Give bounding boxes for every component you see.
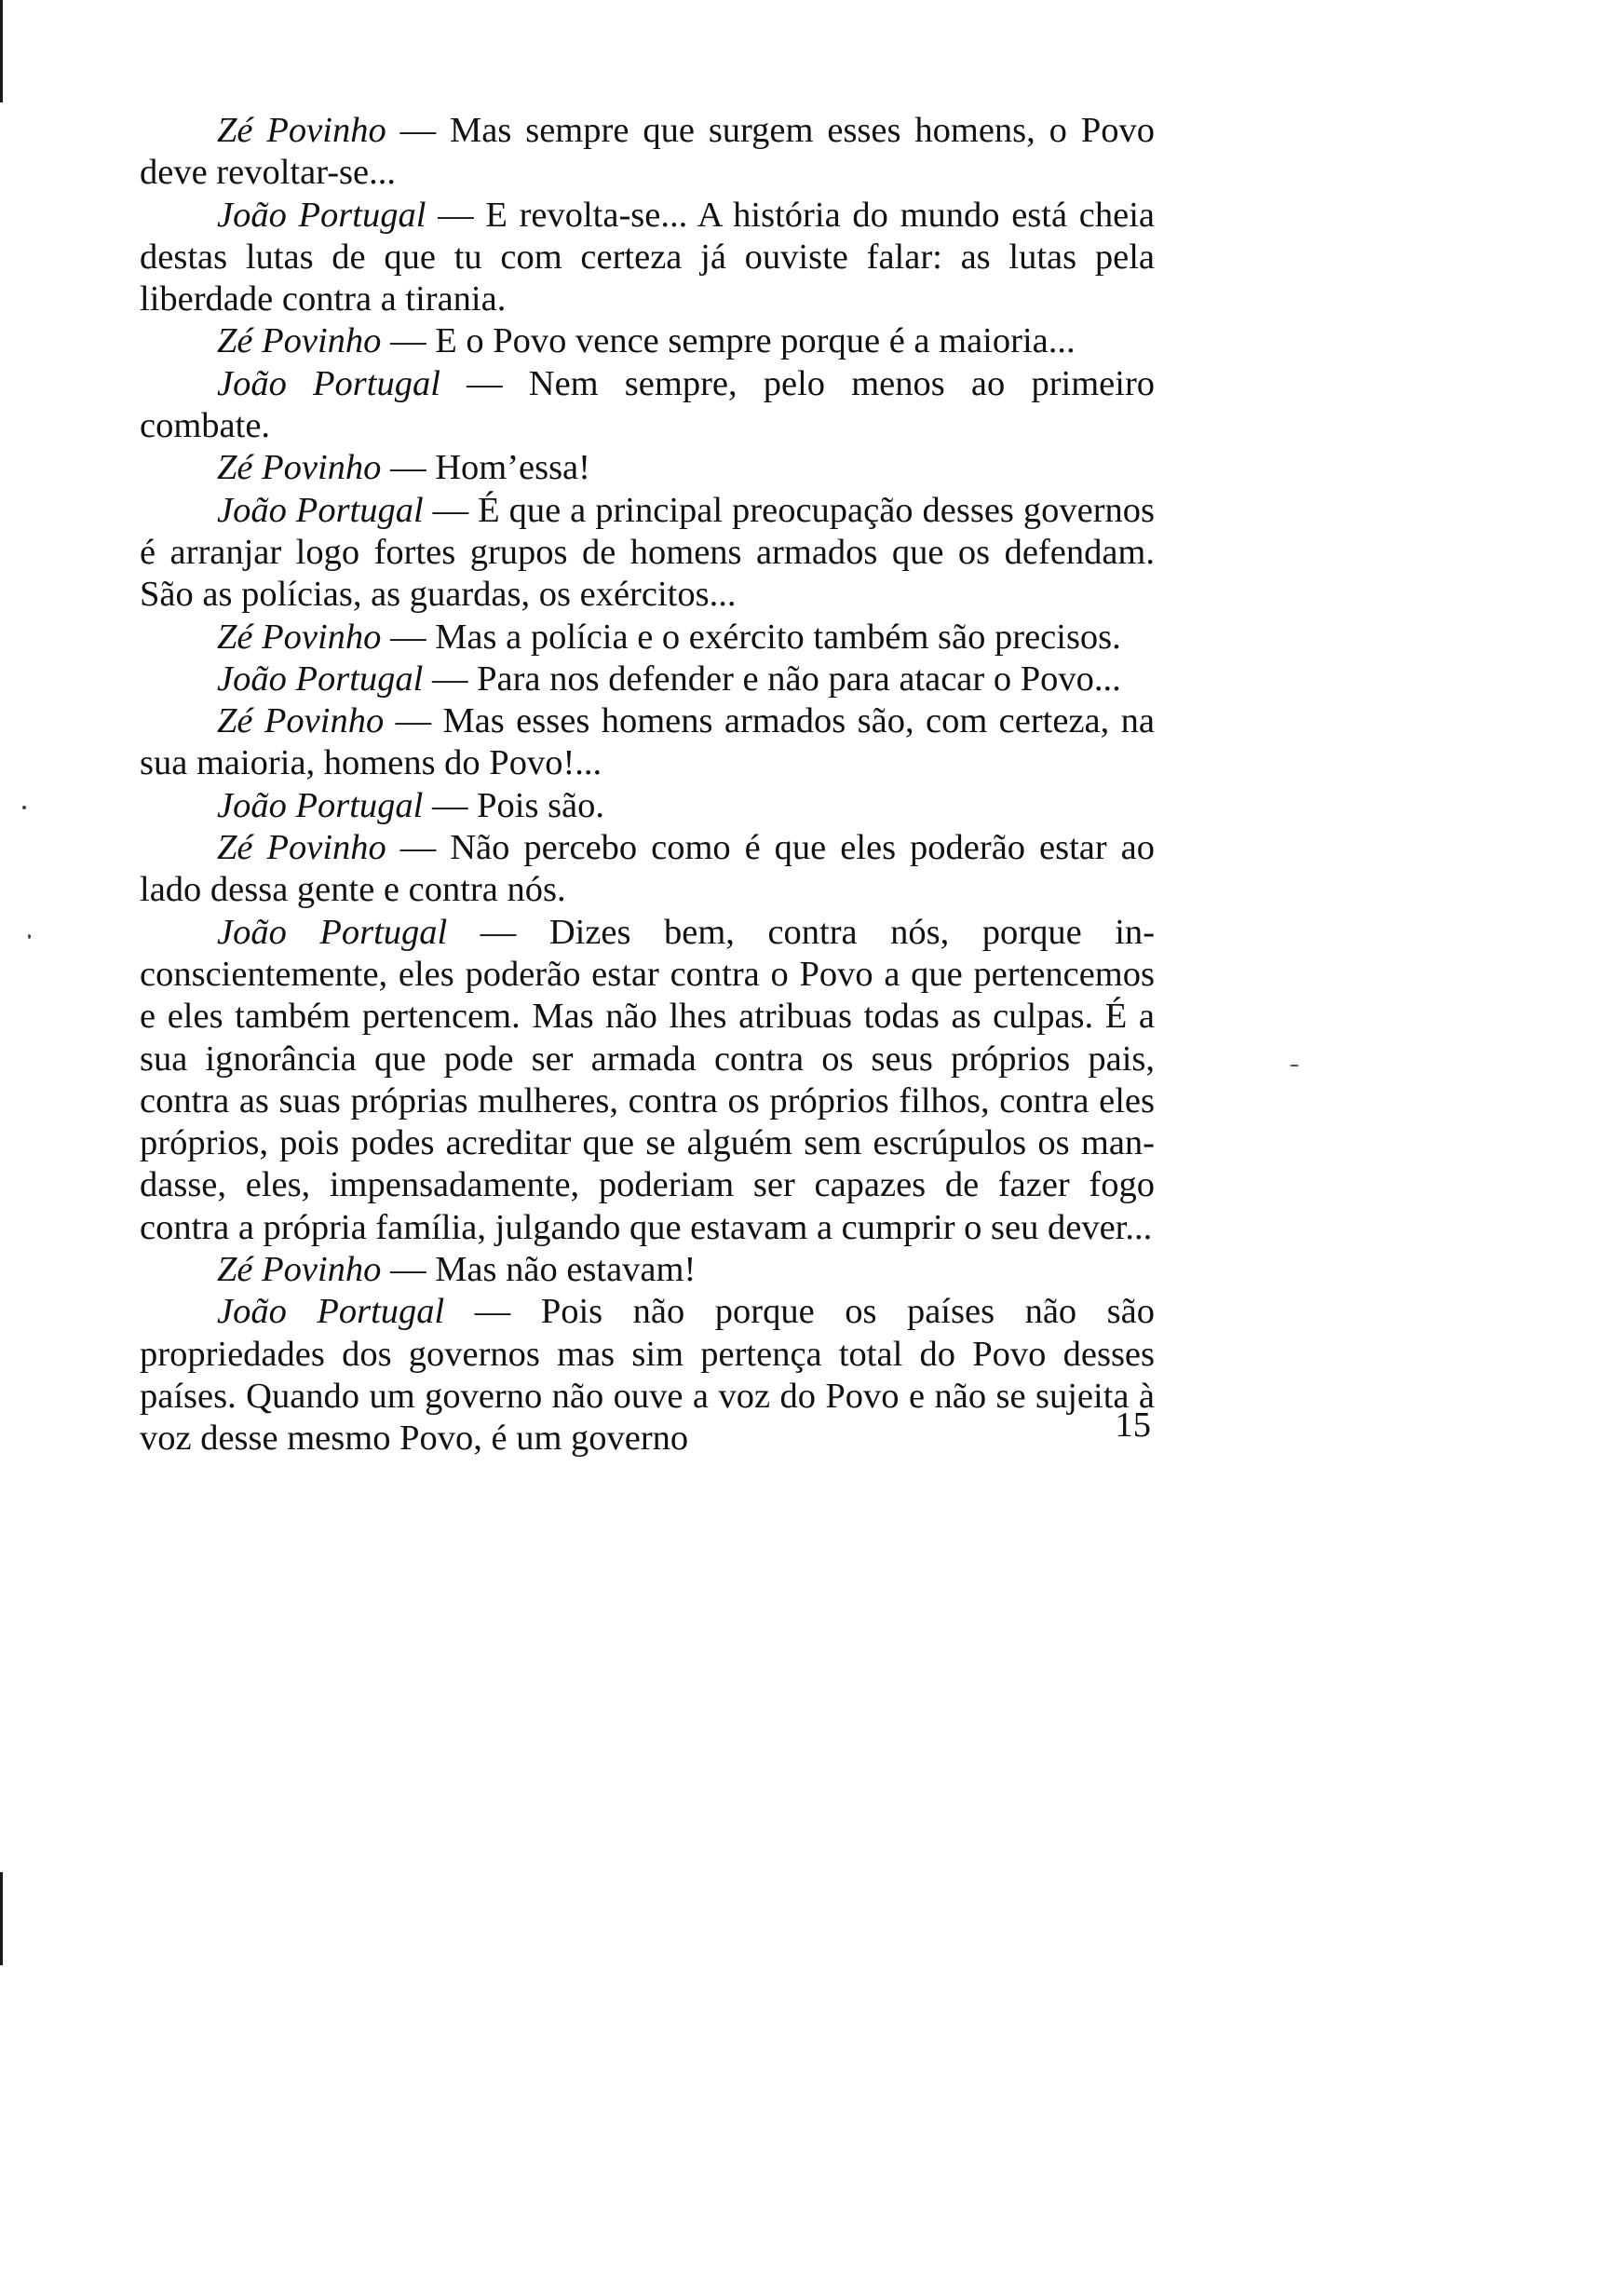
speaker-name: Zé Povinho xyxy=(217,321,382,361)
speaker-name: João Portugal xyxy=(217,659,424,699)
speaker-name: João Portugal xyxy=(217,1292,445,1332)
dialogue-paragraph xyxy=(140,617,1155,659)
dialogue-paragraph xyxy=(140,110,1155,195)
scan-speck xyxy=(1290,1065,1299,1066)
dialogue-line: Mas esses homens armados são, com certeza, na sua maioria, homens do Povo!... xyxy=(140,701,1155,783)
dash-separator: — xyxy=(386,828,451,868)
dash-separator: — xyxy=(423,659,478,699)
speaker-name: Zé Povinho xyxy=(217,1250,382,1290)
dialogue-paragraph xyxy=(140,363,1155,448)
scan-speck xyxy=(28,934,31,939)
dialogue-paragraph xyxy=(140,1249,1155,1291)
dialogue-paragraph xyxy=(140,490,1155,617)
dialogue-paragraph xyxy=(140,912,1155,1249)
speaker-name: Zé Povinho xyxy=(217,828,386,868)
dash-separator: — xyxy=(381,321,436,361)
dialogue-line: Hom’essa! xyxy=(435,448,590,488)
speaker-name: Zé Povinho xyxy=(217,617,382,657)
dialogue-paragraph xyxy=(140,447,1155,489)
dash-separator: — xyxy=(384,701,443,741)
speaker-name: Zé Povinho xyxy=(217,111,386,150)
dialogue-paragraph xyxy=(140,827,1155,912)
dash-separator: — xyxy=(440,363,529,403)
dash-separator: — xyxy=(381,1250,436,1290)
dialogue-line: Dizes bem, contra nós, porque inconscientemente, eles poderão estar contra o Povo a que pertencemos e eles também pertencem. Mas não lhes atribuas todas as culpas. É a sua ignorância que pode ser armada contra os seus próprios pais, contra as suas próprias mulheres, contra os próprios filhos, contra eles próprios, pois podes acreditar que se alguém sem escrúpulos os mandasse, eles, impensadamente, poderiam ser capazes de fazer fogo contra a própria família, julgando que estavam a cumprir o seu dever... xyxy=(140,912,1156,1247)
scan-speck xyxy=(22,806,26,809)
dash-separator: — xyxy=(426,195,486,235)
page-number: 15 xyxy=(1115,1406,1151,1445)
dash-separator: — xyxy=(381,617,436,657)
dash-separator: — xyxy=(381,448,436,488)
dash-separator: — xyxy=(423,490,479,530)
dialogue-paragraph xyxy=(140,195,1155,321)
dialogue-text xyxy=(140,110,1155,1460)
speaker-name: Zé Povinho xyxy=(217,701,385,741)
dash-separator: — xyxy=(386,111,451,150)
dialogue-line: Pois são. xyxy=(477,785,605,825)
speaker-name: João Portugal xyxy=(217,912,448,952)
dialogue-line: E o Povo vence sempre porque é a maioria... xyxy=(435,321,1076,361)
speaker-name: João Portugal xyxy=(217,490,424,530)
dash-separator: — xyxy=(444,1292,541,1332)
dialogue-line: Para nos defender e não para atacar o Povo... xyxy=(477,659,1121,699)
speaker-name: Zé Povinho xyxy=(217,448,382,488)
dialogue-paragraph xyxy=(140,700,1155,785)
dialogue-paragraph xyxy=(140,320,1155,362)
scan-edge-mark-bottom xyxy=(0,1872,3,1965)
dialogue-line: E revolta-se... A história do mundo está cheia destas lutas de que tu com certeza já ouviste falar: as lutas pela liberdade contra a tirania. xyxy=(140,195,1155,319)
dialogue-line: Nem sempre, pelo menos ao primeiro combate. xyxy=(140,363,1156,446)
dialogue-line: É que a principal preocupação desses governos é arranjar logo fortes grupos de homens armados que os defendam. São as polícias, as guardas, os exércitos... xyxy=(140,490,1156,615)
dialogue-line: Mas a polícia e o exército também são precisos. xyxy=(435,617,1121,657)
speaker-name: João Portugal xyxy=(217,195,426,235)
dash-separator: — xyxy=(423,785,478,825)
dialogue-line: Pois não porque os países não são propriedades dos governos mas sim pertença total do Povo desses países. Quando um governo não ouve a voz do Povo e não se sujeita à voz desse mesmo Povo, é um governo xyxy=(140,1292,1156,1459)
dialogue-line: Não percebo como é que eles poderão estar ao lado dessa gente e contra nós. xyxy=(140,828,1156,910)
dialogue-line: Mas sempre que surgem esses homens, o Povo deve revoltar-se... xyxy=(140,111,1156,193)
dialogue-paragraph xyxy=(140,659,1155,700)
dialogue-paragraph xyxy=(140,785,1155,827)
scan-edge-mark-top xyxy=(0,0,3,102)
speaker-name: João Portugal xyxy=(217,363,440,403)
speaker-name: João Portugal xyxy=(217,785,424,825)
dash-separator: — xyxy=(447,912,549,952)
dialogue-line: Mas não estavam! xyxy=(435,1250,697,1290)
dialogue-paragraph xyxy=(140,1291,1155,1460)
